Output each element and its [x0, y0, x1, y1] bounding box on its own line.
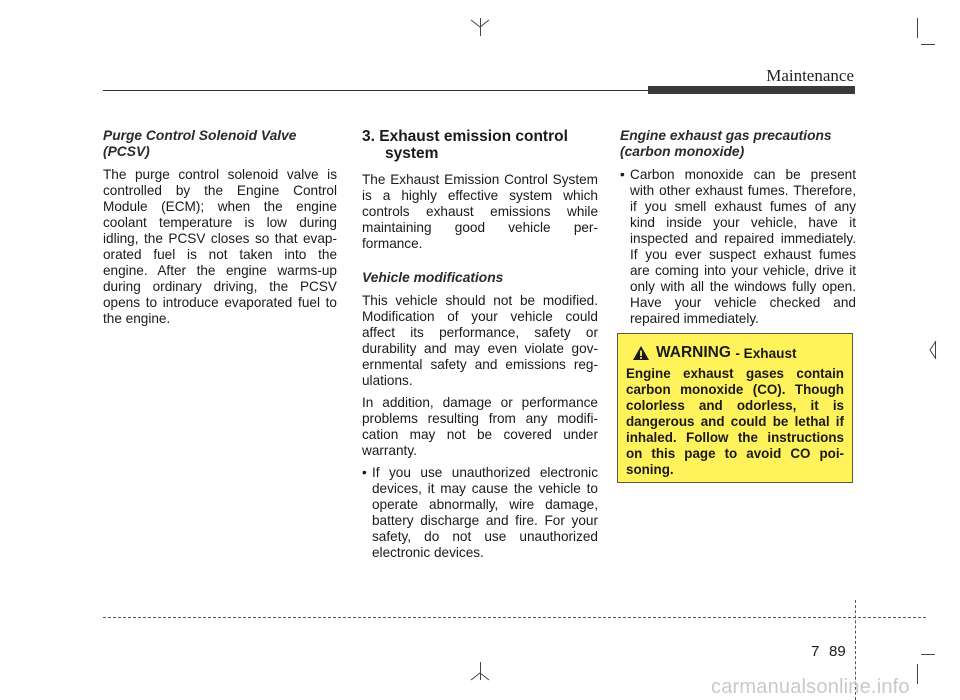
section-title-line2: system: [385, 145, 439, 162]
section-title-line1: Exhaust emission control: [379, 128, 568, 145]
crop-tick-icon: [926, 340, 938, 360]
crop-tick-icon: [470, 18, 490, 32]
co-subheading-line2: (carbon monoxide): [620, 144, 745, 159]
exhaust-emission-heading: [362, 128, 598, 162]
footer-rule: [103, 617, 926, 618]
electronic-devices-bullet: If you use unauthorized electronic devices, it may cause the vehicle to operate abnormally, wire damage, battery discharge and fire. For your safety, do not use unauthorized electronic devices.: [372, 465, 598, 560]
section-number: 3.: [362, 128, 375, 145]
warning-box: [617, 333, 853, 483]
chapter-number: 7: [811, 643, 820, 660]
carbon-monoxide-bullet: Carbon monoxide can be present with other exhaust fumes. Therefore, if you smell exhaust fumes of any kind inside your vehicle, have it inspected and repaired immediately. If you ever suspect exhaust fumes are coming into your vehicle, drive it only with all the windows fully open. Have your vehicle checked and repaired immediately.: [630, 167, 856, 326]
modifications-paragraph-1: This vehicle should not be modified. Modification of your vehicle could affect its performance, safety or durability and may even violate gov- ernmental safety and emissions reg- ulations.: [362, 293, 598, 388]
co-precautions-subheading: [620, 128, 856, 160]
vehicle-modifications-subheading: Vehicle modifications: [362, 270, 504, 285]
section-title: Maintenance: [766, 66, 854, 85]
crop-tick-icon: [470, 668, 490, 682]
watermark: carmanualsonline.info: [711, 676, 910, 698]
list-item: [362, 465, 598, 561]
co-subheading-line1: Engine exhaust gas precautions: [620, 128, 832, 143]
bullet-icon: •: [362, 465, 367, 480]
page-number: 89: [829, 643, 846, 660]
right-column: [620, 128, 856, 333]
pcsv-subheading: [103, 128, 337, 160]
list-item: [620, 167, 856, 327]
warning-subtitle: - Exhaust: [735, 345, 797, 361]
modifications-paragraph-2: In addition, damage or performance problems resulting from any modifi- cation may not be covered under warranty.: [362, 395, 598, 458]
pcsv-subheading-line2: (PCSV): [103, 144, 150, 159]
warning-body: Engine exhaust gases contain carbon monoxide (CO). Though colorless and odorless, it is dangerous and could be lethal if inhaled. Follow the instructions on this page to avoid CO poi- soning.: [626, 366, 844, 477]
header-rule-accent: [648, 86, 855, 94]
pcsv-paragraph: The purge control solenoid valve is controlled by the Engine Control Module (ECM); when the engine coolant temperature is low during idling, the PCSV closes so that evap- orated fuel is not taken into the engine. After the engine warms-up during ordinary driving, the PCSV opens to introduce evaporated fuel to the engine.: [103, 167, 337, 326]
warning-header: [632, 344, 844, 362]
exhaust-intro-paragraph: The Exhaust Emission Control System is a highly effective system which controls exhaust emissions while maintaining good vehicle per- formance.: [362, 172, 598, 251]
pcsv-subheading-line1: Purge Control Solenoid Valve: [103, 128, 297, 143]
bullet-icon: •: [620, 167, 625, 182]
left-column: [103, 128, 337, 333]
header-rule: [103, 90, 648, 91]
warning-title: WARNING: [656, 344, 731, 361]
warning-triangle-icon: [632, 345, 650, 361]
middle-column: [362, 128, 598, 567]
